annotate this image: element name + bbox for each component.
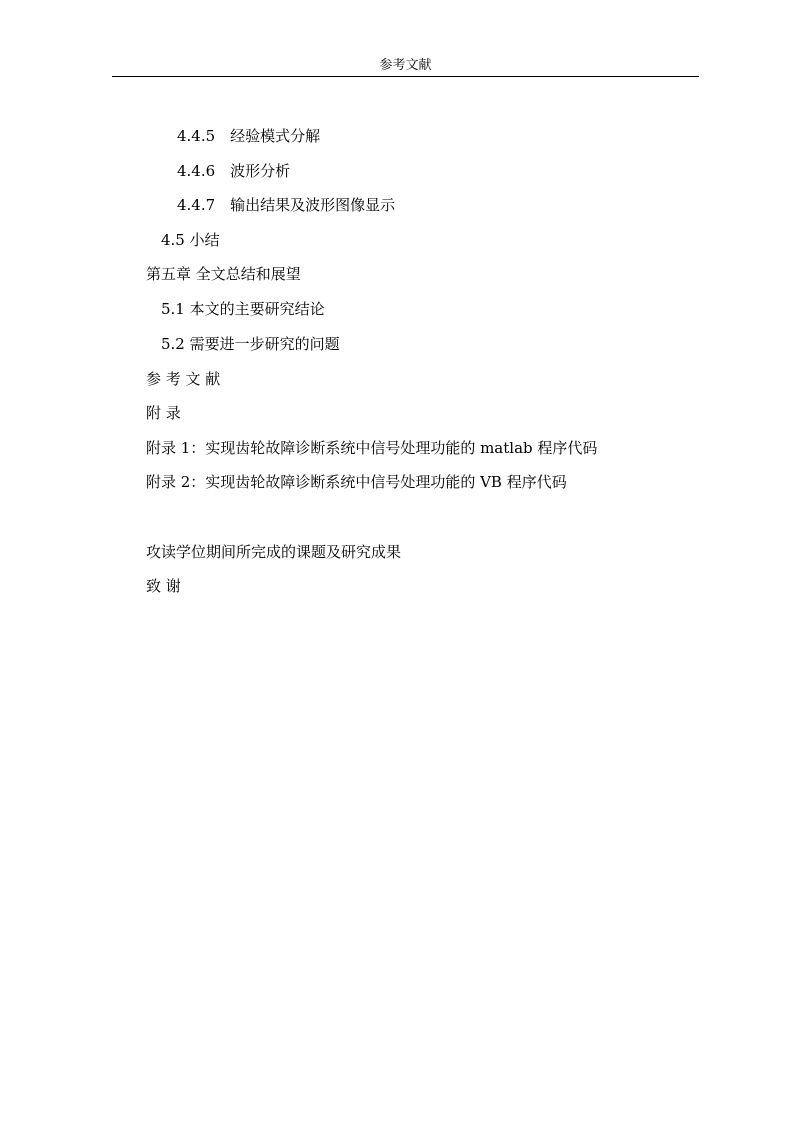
- toc-entry-4-5: 4.5 小结: [161, 231, 220, 249]
- toc-entry-appendix: 附 录: [146, 404, 181, 422]
- toc-entry-chapter-5: 第五章 全文总结和展望: [146, 265, 301, 283]
- toc-entry-appendix-1: 附录 1：实现齿轮故障诊断系统中信号处理功能的 matlab 程序代码: [146, 439, 598, 457]
- page-header-title: 参考文献: [379, 58, 432, 73]
- toc-entry-4-4-5: 4.4.5 经验模式分解: [177, 127, 321, 145]
- toc-entry-research-results: 攻读学位期间所完成的课题及研究成果: [146, 543, 402, 561]
- toc-entry-references: 参 考 文 献: [146, 370, 221, 388]
- toc-entry-5-2: 5.2 需要进一步研究的问题: [161, 335, 340, 353]
- toc-entry-appendix-2: 附录 2：实现齿轮故障诊断系统中信号处理功能的 VB 程序代码: [146, 473, 567, 491]
- toc-entry-4-4-6: 4.4.6 波形分析: [177, 162, 291, 180]
- header-divider: [112, 76, 699, 77]
- toc-entry-4-4-7: 4.4.7 输出结果及波形图像显示: [177, 196, 396, 214]
- toc-entry-5-1: 5.1 本文的主要研究结论: [161, 300, 325, 318]
- toc-entry-acknowledgements: 致 谢: [146, 577, 181, 595]
